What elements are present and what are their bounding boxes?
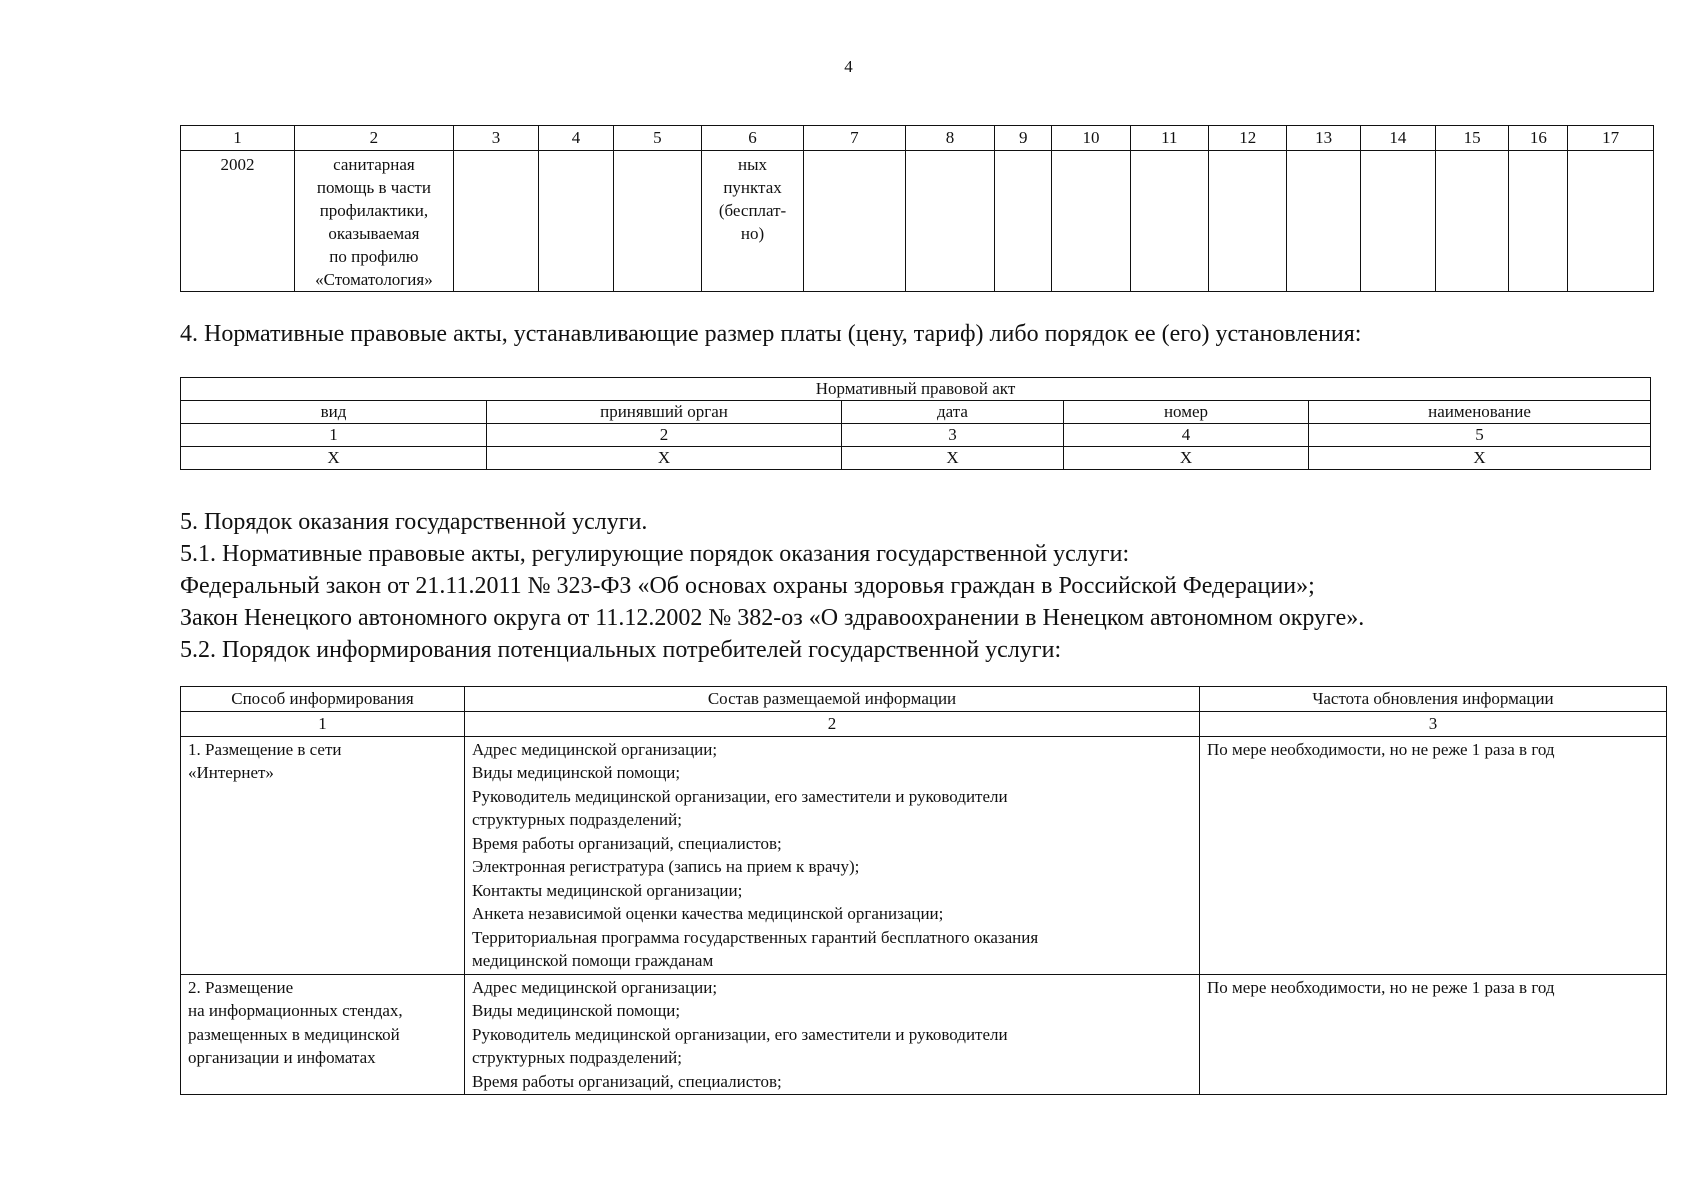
cell-line: Электронная регистратура (запись на прием к врачу); (472, 857, 860, 876)
column-header: наименование (1309, 401, 1651, 424)
column-number: 1 (181, 424, 487, 447)
table-cell (1052, 151, 1130, 292)
column-number: 8 (905, 126, 995, 151)
table-title-row (181, 378, 1651, 401)
services-table (180, 125, 1654, 292)
column-number: 2 (295, 126, 454, 151)
table-row (181, 151, 1654, 292)
column-number: 5 (613, 126, 702, 151)
table-row (181, 974, 1667, 1095)
cell-line: медицинской помощи гражданам (472, 951, 714, 970)
table-cell: Х (487, 447, 842, 470)
column-number: 3 (453, 126, 539, 151)
cell-line: Адрес медицинской организации; (472, 977, 718, 997)
column-header: вид (181, 401, 487, 424)
cell-line: Время работы организаций, специалистов; (472, 1071, 782, 1091)
cell-line: Территориальная программа государственных гарантий бесплатного оказания (472, 927, 1039, 947)
informing-method (181, 974, 465, 1095)
cell-line: Контакты медицинской организации; (472, 880, 743, 900)
section-5-heading: 5. Порядок оказания государственной услуги. (180, 509, 648, 535)
table-cell (995, 151, 1052, 292)
table-row (181, 736, 1667, 974)
informing-table (180, 686, 1667, 1095)
information-content (465, 974, 1200, 1095)
column-number: 4 (1064, 424, 1309, 447)
table-header-row (181, 126, 1654, 151)
table-row (181, 424, 1651, 447)
table-row (181, 712, 1667, 737)
column-number: 11 (1130, 126, 1208, 151)
cell-line: Анкета независимой оценки качества медицинской организации; (472, 904, 944, 923)
cell-line: Виды медицинской помощи; (472, 1001, 681, 1020)
update-frequency: По мере необходимости, но не реже 1 раза в год (1200, 736, 1667, 974)
table-cell (905, 151, 995, 292)
table-cell: Х (1064, 447, 1309, 470)
column-number: 4 (539, 126, 613, 151)
information-content (465, 736, 1200, 974)
column-number: 2 (465, 712, 1200, 737)
column-number: 1 (181, 126, 295, 151)
column-header: Частота обновления информации (1200, 687, 1667, 712)
table-row (181, 447, 1651, 470)
cell-line: ных (738, 155, 768, 174)
cell-line: помощь в части (316, 178, 431, 197)
service-description (295, 151, 454, 292)
table-cell (1360, 151, 1435, 292)
column-header: Состав размещаемой информации (465, 687, 1200, 712)
cell-line: организации и инфоматах (188, 1048, 376, 1067)
column-number: 13 (1287, 126, 1360, 151)
cell-line: «Стоматология» (315, 270, 433, 289)
column-number: 12 (1209, 126, 1287, 151)
table-header-row (181, 401, 1651, 424)
service-conditions (702, 151, 804, 292)
table-title: Нормативный правовой акт (181, 378, 1651, 401)
table-cell (453, 151, 539, 292)
column-number: 6 (702, 126, 804, 151)
table-cell (803, 151, 905, 292)
column-number: 7 (803, 126, 905, 151)
table-cell (1209, 151, 1287, 292)
cell-line: (бесплат- (718, 201, 787, 220)
federal-law-reference: Федеральный закон от 21.11.2011 № 323-ФЗ «Об основах охраны здоровья граждан в Российской Федерации»; (180, 573, 1315, 599)
column-number: 17 (1568, 126, 1654, 151)
column-number: 2 (487, 424, 842, 447)
column-header: Способ информирования (181, 687, 465, 712)
table-cell (1436, 151, 1509, 292)
cell-line: 1. Размещение в сети (188, 739, 342, 759)
cell-line: Руководитель медицинской организации, его заместители и руководители (472, 1024, 1008, 1044)
table-cell (1130, 151, 1208, 292)
table-cell (539, 151, 613, 292)
column-header: дата (842, 401, 1064, 424)
cell-line: санитарная (333, 155, 415, 174)
column-number: 5 (1309, 424, 1651, 447)
table-cell (1568, 151, 1654, 292)
column-number: 15 (1436, 126, 1509, 151)
table-cell: Х (181, 447, 487, 470)
cell-line: оказываемая (328, 224, 420, 243)
table-cell (1287, 151, 1360, 292)
cell-line: Время работы организаций, специалистов; (472, 833, 782, 853)
cell-line: по профилю (329, 247, 419, 266)
cell-line: «Интернет» (188, 763, 274, 782)
cell-line: Виды медицинской помощи; (472, 763, 681, 782)
table-header-row (181, 687, 1667, 712)
table-cell: Х (1309, 447, 1651, 470)
column-number: 1 (181, 712, 465, 737)
table-cell (1509, 151, 1568, 292)
section-5-1-heading: 5.1. Нормативные правовые акты, регулирующие порядок оказания государственной услуги: (180, 541, 1130, 567)
column-number: 10 (1052, 126, 1130, 151)
update-frequency: По мере необходимости, но не реже 1 раза в год (1200, 974, 1667, 1095)
cell-line: 2. Размещение (188, 977, 294, 997)
cell-line: но) (740, 224, 765, 243)
column-number: 3 (842, 424, 1064, 447)
column-number: 9 (995, 126, 1052, 151)
page-number: 4 (844, 57, 853, 76)
legal-acts-table (180, 377, 1651, 470)
table-cell: Х (842, 447, 1064, 470)
column-header: номер (1064, 401, 1309, 424)
column-number: 14 (1360, 126, 1435, 151)
cell-line: Руководитель медицинской организации, его заместители и руководители (472, 786, 1008, 806)
cell-line: структурных подразделений; (472, 1048, 682, 1067)
cell-line: на информационных стендах, (188, 1001, 403, 1020)
column-number: 16 (1509, 126, 1568, 151)
table-cell (613, 151, 702, 292)
cell-line: размещенных в медицинской (188, 1024, 400, 1044)
service-code: 2002 (181, 151, 295, 292)
cell-line: Адрес медицинской организации; (472, 739, 718, 759)
section-4-heading: 4. Нормативные правовые акты, устанавливающие размер платы (цену, тариф) либо порядок ее (его) установления: (180, 321, 1362, 347)
section-5-2-heading: 5.2. Порядок информирования потенциальных потребителей государственной услуги: (180, 637, 1062, 663)
column-number: 3 (1200, 712, 1667, 737)
cell-line: профилактики, (319, 201, 429, 220)
regional-law-reference: Закон Ненецкого автономного округа от 11.12.2002 № 382-оз «О здравоохранении в Ненецком автономном округе». (180, 605, 1365, 631)
cell-line: пунктах (723, 178, 782, 197)
column-header: принявший орган (487, 401, 842, 424)
cell-line: структурных подразделений; (472, 810, 682, 829)
informing-method (181, 736, 465, 974)
